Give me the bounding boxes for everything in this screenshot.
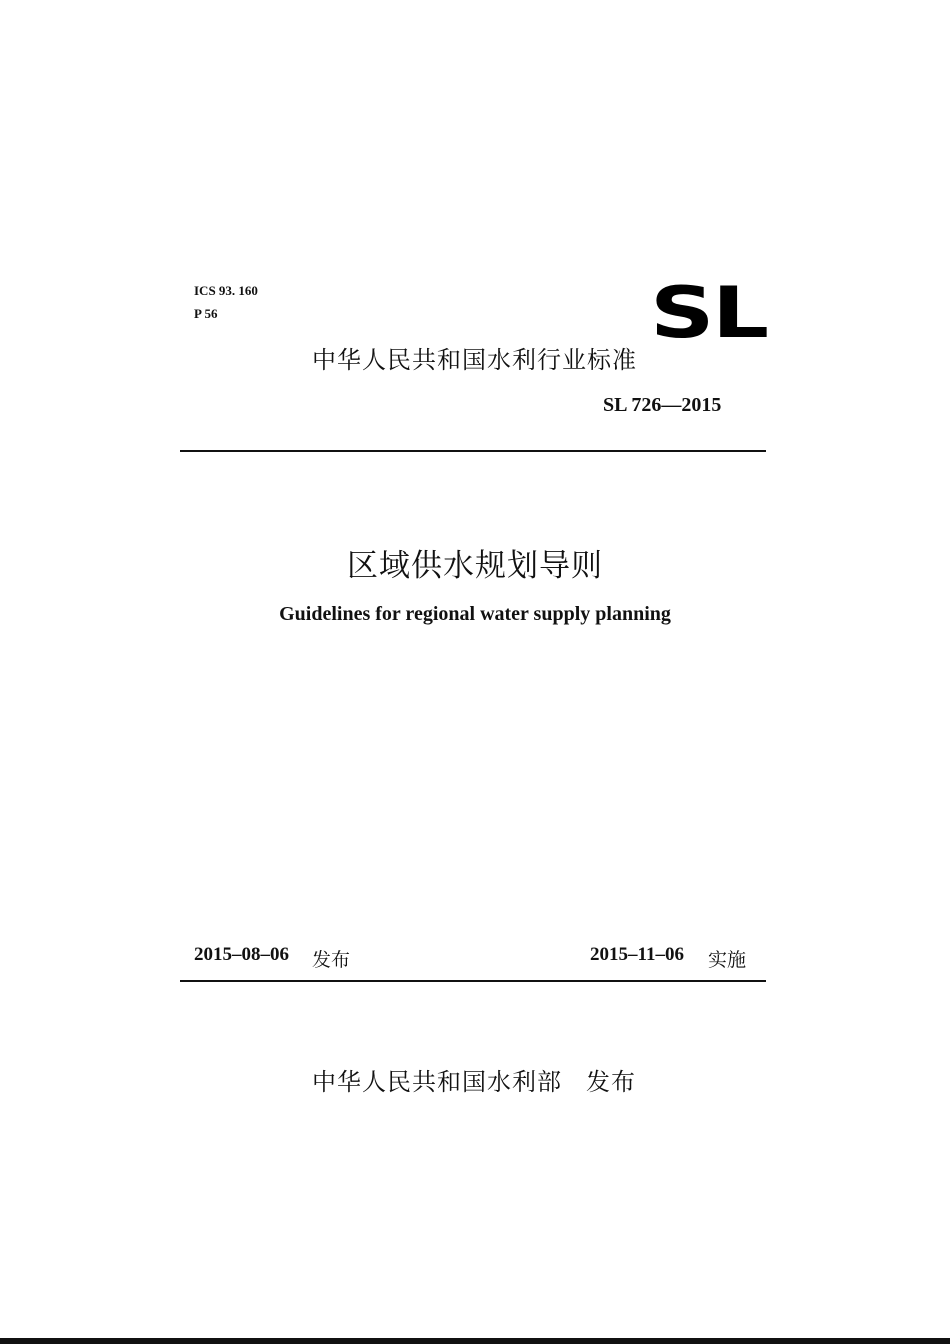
standard-category: 中华人民共和国水利行业标准 <box>312 346 637 374</box>
document-title-chinese: 区域供水规划导则 <box>347 548 603 584</box>
ics-code: ICS 93. 160 <box>194 283 258 298</box>
document-title-english: Guidelines for regional water supply planning <box>279 603 671 625</box>
standard-number: SL 726—2015 <box>603 394 722 416</box>
effective-date: 2015–11–06 <box>590 944 684 965</box>
ccs-code: P 56 <box>194 306 218 321</box>
page-bottom-edge <box>0 1338 950 1344</box>
effective-label: 实施 <box>708 949 747 971</box>
issuing-action: 发布 <box>586 1068 636 1096</box>
issuing-authority: 中华人民共和国水利部 <box>312 1068 562 1096</box>
bottom-divider <box>180 980 766 982</box>
publish-date: 2015–08–06 <box>194 944 289 965</box>
publish-label: 发布 <box>312 949 351 971</box>
sl-logo: SL <box>650 272 767 354</box>
top-divider <box>180 450 766 452</box>
